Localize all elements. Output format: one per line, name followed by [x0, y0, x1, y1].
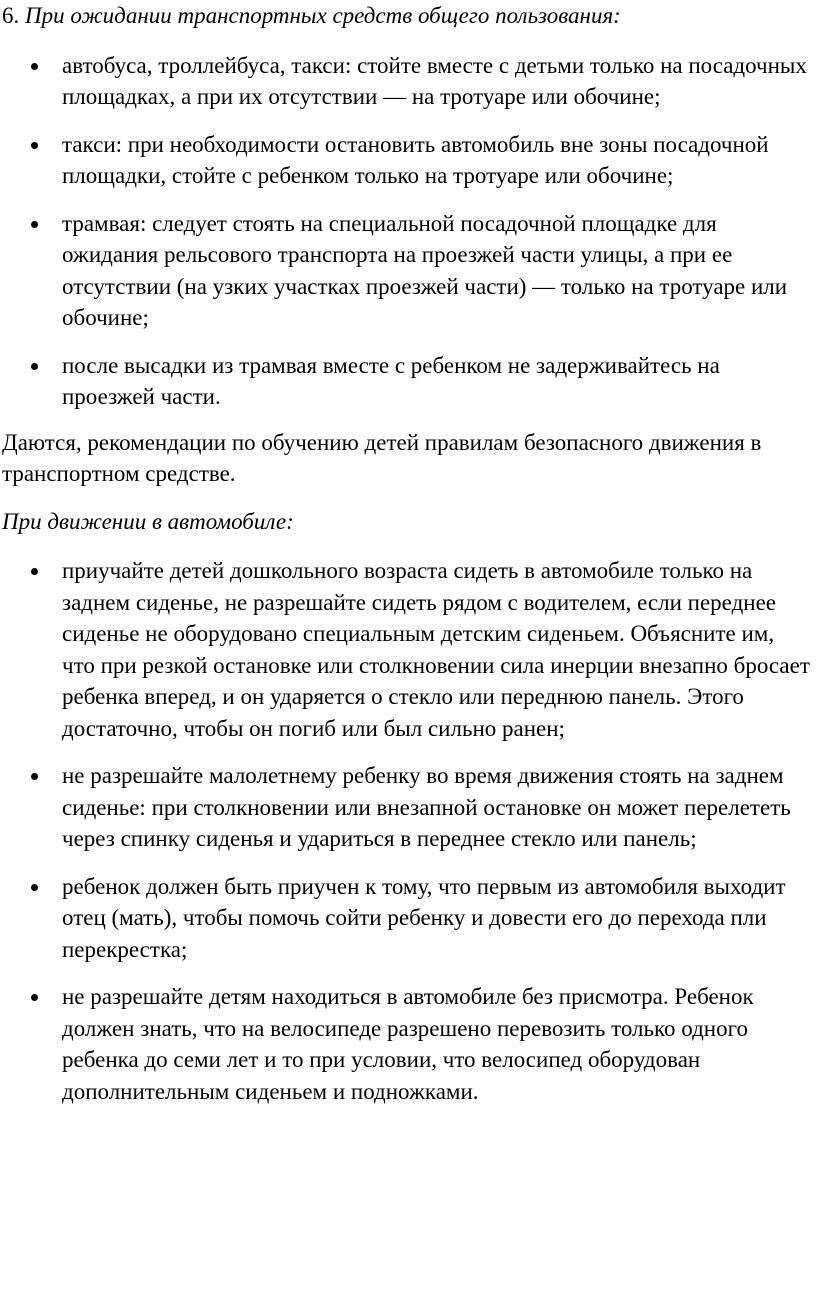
waiting-rules-list [2, 50, 812, 413]
list-item-text: не разрешайте детям находиться в автомобиле без присмотра. Ребенок должен знать, что на велосипеде разрешено перевозить только одного ребенка до семи лет и то при условии, что велосипед оборудован дополнительным сиденьем и подножками. [62, 984, 754, 1104]
list-item [2, 981, 812, 1107]
list-item [2, 129, 812, 192]
list-item [2, 871, 812, 966]
list-item-text: ребенок должен быть приучен к тому, что первым из автомобиля выходит отец (мать), чтобы помочь сойти ребенку и довести его до перехода пли перекрестка; [62, 873, 786, 962]
bullet-icon [31, 884, 38, 891]
list-item-text: приучайте детей дошкольного возраста сидеть в автомобиле только на заднем сиденье, не разрешайте сидеть рядом с водителем, если переднее сиденье не оборудовано специальным детским сиденьем. Объясните им, что при резкой остановке или столкновении сила инерции внезапно бросает ребенка вперед, и он ударяется о стекло или переднюю панель. Этого достаточно, чтобы он погиб или был сильно ранен; [62, 558, 810, 741]
section-heading-waiting [2, 0, 812, 32]
bullet-icon [31, 773, 38, 780]
intro-paragraph: Даются, рекомендации по обучению детей правилам безопасного движения в транспортном средстве. [2, 429, 762, 486]
list-item [2, 350, 812, 413]
list-item-text: после высадки из трамвая вместе с ребенком не задерживайтесь на проезжей части. [62, 352, 720, 409]
list-item [2, 760, 812, 855]
list-item [2, 50, 812, 113]
list-item [2, 555, 812, 744]
bullet-icon [31, 142, 38, 149]
bullet-icon [31, 994, 38, 1001]
bullet-icon [31, 568, 38, 575]
list-item-text: такси: при необходимости остановить автомобиль вне зоны посадочной площадки, стойте с ребенком только на тротуаре или обочине; [62, 131, 769, 188]
section-heading-car: При движении в автомобиле: [2, 508, 294, 534]
bullet-icon [31, 363, 38, 370]
bullet-icon [31, 63, 38, 70]
list-item-text: трамвая: следует стоять на специальной посадочной площадке для ожидания рельсового транспорта на проезжей части улицы, а при ее отсутствии (на узких участках проезжей части) — только на тротуаре или обочине; [62, 210, 788, 330]
list-item-text: не разрешайте малолетнему ребенку во время движения стоять на заднем сиденье: при столкновении или внезапной остановке он может перелететь через спинку сиденья и удариться в переднее стекло или панель; [62, 763, 791, 851]
bullet-icon [31, 221, 38, 228]
section-number: 6. [2, 3, 25, 28]
car-rules-list [2, 555, 812, 1107]
list-item [2, 208, 812, 334]
section-title: При ожидании транспортных средств общего пользования: [25, 3, 621, 28]
list-item-text: автобуса, троллейбуса, такси: стойте вместе с детьми только на посадочных площадках, а при их отсутствии — на тротуаре или обочине; [62, 52, 807, 109]
